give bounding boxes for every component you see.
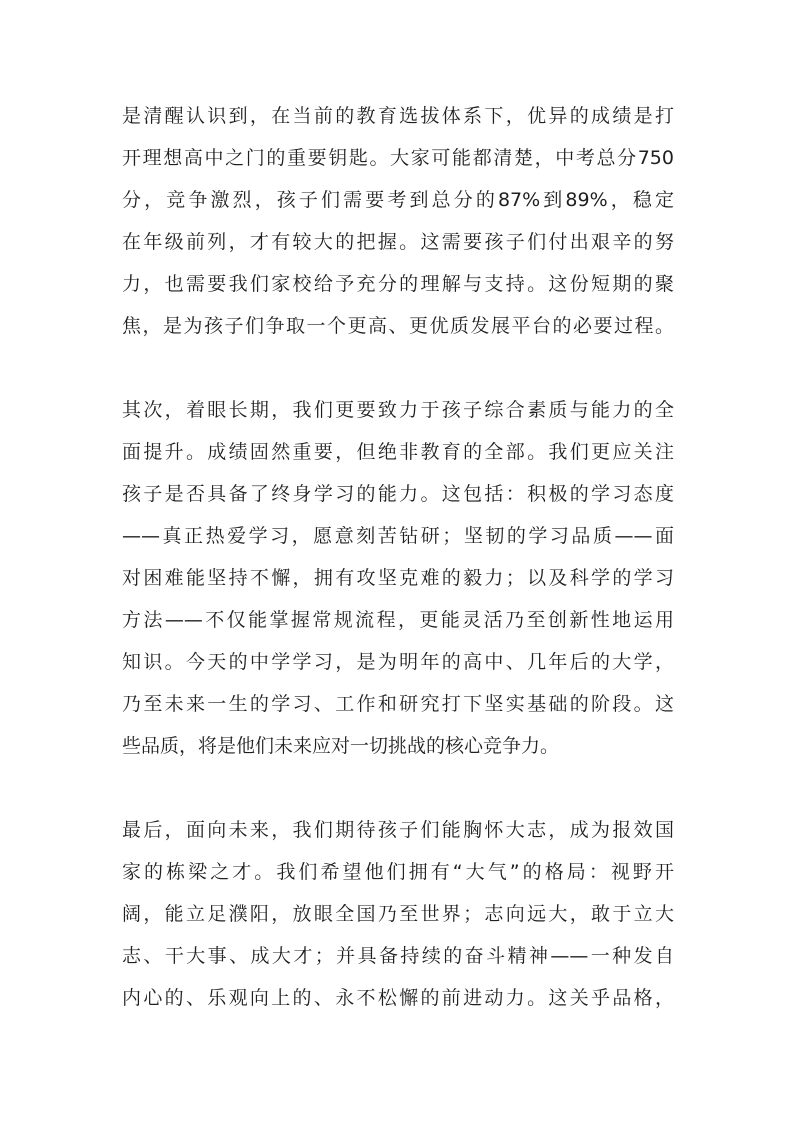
paragraph-3-line-4: 志、干大事、成大才；并具备持续的奋斗精神——一种发自 (122, 945, 674, 967)
paragraph-2-line-2: 面提升。成绩固然重要，但绝非教育的全部。我们更应关注 (122, 441, 674, 463)
paragraph-2-line-4: ——真正热爱学习，愿意刻苦钻研；坚韧的学习品质——面 (122, 525, 674, 547)
paragraph-2-line-5: 对困难能坚持不懈，拥有攻坚克难的毅力；以及科学的学习 (122, 567, 674, 589)
paragraph-1-line-5: 力，也需要我们家校给予充分的理解与支持。这份短期的聚 (122, 273, 674, 295)
paragraph-2-line-8: 乃至未来一生的学习、工作和研究打下坚实基础的阶段。这 (122, 693, 674, 715)
paragraph-1-line-6: 焦，是为孩子们争取一个更高、更优质发展平台的必要过程。 (122, 315, 674, 337)
paragraph-2-line-7: 知识。今天的中学学习，是为明年的高中、几年后的大学， (122, 651, 674, 673)
paragraph-1-line-2: 开理想高中之门的重要钥匙。大家可能都清楚，中考总分750 (122, 147, 674, 169)
paragraph-3-line-5: 内心的、乐观向上的、永不松懈的前进动力。这关乎品格， (122, 987, 674, 1009)
paragraph-1-line-3: 分，竞争激烈，孩子们需要考到总分的87%到89%，稳定 (122, 189, 674, 211)
paragraph-3-line-2: 家的栋梁之才。我们希望他们拥有“大气”的格局：视野开 (122, 861, 674, 883)
paragraph-2-line-1: 其次，着眼长期，我们更要致力于孩子综合素质与能力的全 (122, 399, 674, 421)
paragraph-1-line-4: 在年级前列，才有较大的把握。这需要孩子们付出艰辛的努 (122, 231, 674, 253)
paragraph-1-line-1: 是清醒认识到，在当前的教育选拔体系下，优异的成绩是打 (122, 105, 674, 127)
paragraph-2-line-6: 方法——不仅能掌握常规流程，更能灵活乃至创新性地运用 (122, 609, 674, 631)
paragraph-3-line-1: 最后，面向未来，我们期待孩子们能胸怀大志，成为报效国 (122, 819, 674, 841)
paragraph-2-line-3: 孩子是否具备了终身学习的能力。这包括：积极的学习态度 (122, 483, 674, 505)
paragraph-3-line-3: 阔，能立足濮阳，放眼全国乃至世界；志向远大，敢于立大 (122, 903, 674, 925)
paragraph-2-line-9: 些品质，将是他们未来应对一切挑战的核心竞争力。 (122, 735, 560, 757)
